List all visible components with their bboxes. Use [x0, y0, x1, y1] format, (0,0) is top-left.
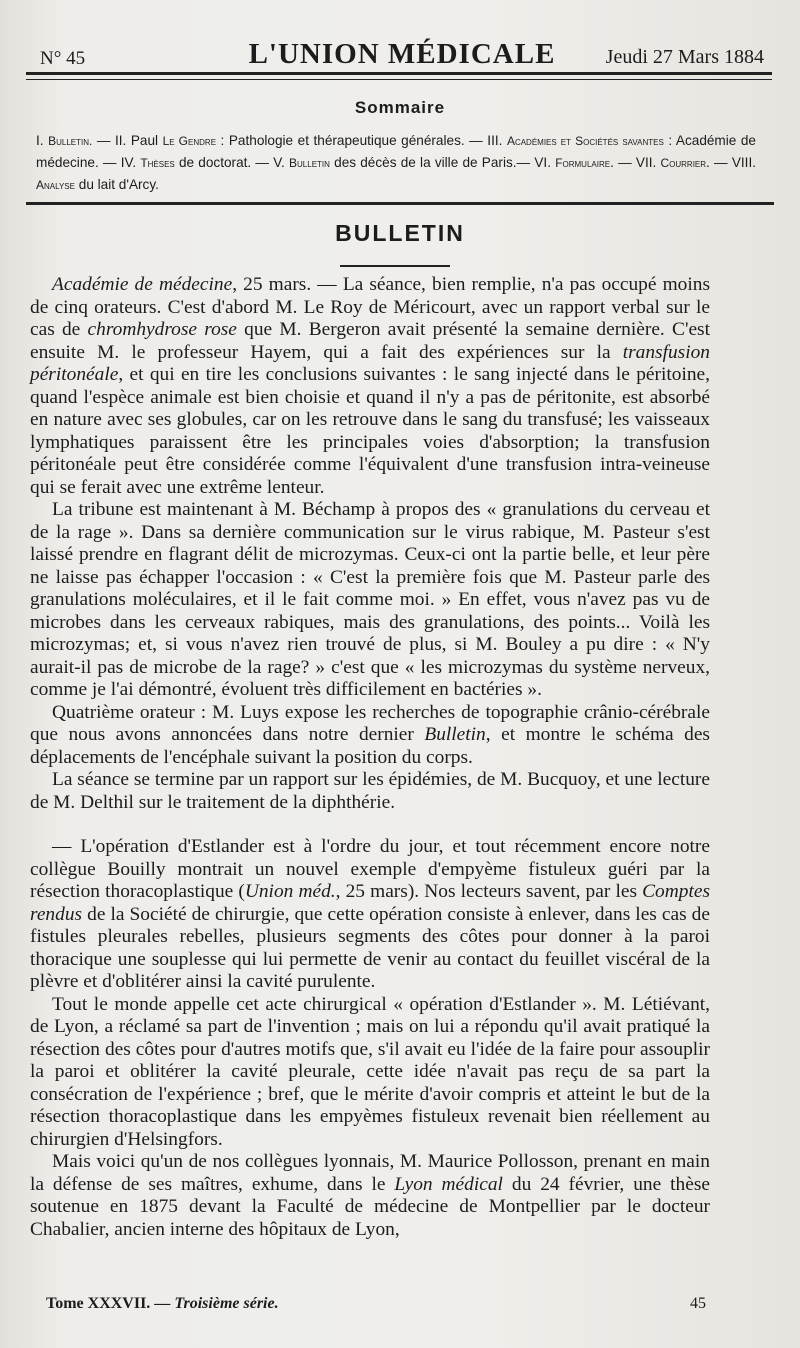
journal-title: L'UNION MÉDICALE: [248, 38, 556, 70]
bulletin-body: [30, 274, 710, 1241]
page-footer: [46, 1295, 706, 1321]
paragraph: Académie de médecine, 25 mars. — La séance, bien remplie, n'a pas occupé moins de cinq orateurs. C'est d'abord M. Le Roy de Méricourt, avec un rapport verbal sur le cas de chromhydrose rose que M. Bergeron avait présenté la semaine dernière. C'est ensuite M. le professeur Hayem, qui a fait des expériences sur la transfusion péritonéale, et qui en tire les conclusions suivantes : le sang injecté dans le péritoine, quand l'espèce animale est bien choisie et quand il n'y a pas de péritonite, est absorbé en nature avec ses globules, car on les retrouve dans le sang du transfusé; les vaisseaux lymphatiques paraissent être les principales voies d'absorption; la transfusion péritonéale peut être considérée comme l'équivalent d'une transfusion intra-veineuse qui se ferait avec une extrême lenteur.: [30, 274, 710, 498]
summary-title: Sommaire: [354, 98, 446, 117]
paragraph: Tout le monde appelle cet acte chirurgical « opération d'Estlander ». M. Létiévant, de Lyon, a réclamé sa part de l'invention ; mais on lui a répondu qu'il avait pratiqué la résection des côtes pour d'autres motifs que, s'il avait eu l'idée de la faire pour assouplir la paroi et oblitérer la cavité pleurale, cette idée n'avait pas reçu de sa part la consécration de l'expérience ; bref, que le mérite d'avoir compris et atteint le but de la résection thoracoplastique dans les empyèmes fistuleux revenait bien réellement au chirurgien d'Helsingfors.: [30, 993, 710, 1150]
issue-date: Jeudi 27 Mars 1884: [605, 46, 764, 68]
header-rule: [26, 72, 772, 80]
paragraph: Mais voici qu'un de nos collègues lyonnais, M. Maurice Pollosson, prenant en main la défense de ses maîtres, exhume, dans le Lyon médical du 24 février, une thèse soutenue en 1875 devant la Faculté de médecine de Montpellier par le docteur Chabalier, ancien interne des hôpitaux de Lyon,: [30, 1151, 710, 1240]
masthead: [40, 38, 764, 72]
bulletin-heading: BULLETIN: [335, 220, 465, 246]
paragraph: Quatrième orateur : M. Luys expose les recherches de topographie crânio-cérébrale que nous avons annoncées dans notre dernier Bulletin, et montre le schéma des déplacements de l'encéphale suivant la position du corps.: [30, 701, 710, 768]
issue-number: N° 45: [40, 48, 86, 69]
paragraph: — L'opération d'Estlander est à l'ordre du jour, et tout récemment encore notre collègue Bouilly montrait un nouvel exemple d'empyème fistuleux guéri par la résection thoracoplastique (Union méd., 25 mars). Nos lecteurs savent, par les Comptes rendus de la Société de chirurgie, que cette opération consiste à enlever, dans les cas de fistules pleurales rebelles, plusieurs segments des côtes pour donner à la paroi thoracique une souplesse qui lui permette de venir au contact du feuillet viscéral de la plèvre et d'oblitérer ainsi la cavité purulente.: [30, 836, 710, 992]
page-number: 45: [690, 1295, 706, 1312]
heading-rule: [340, 265, 450, 267]
volume-label: Tome XXXVII. — Troisième série.: [46, 1295, 279, 1312]
summary-contents: I. Bulletin. — II. Paul Le Gendre : Pathologie et thérapeutique générales. — III. Académies et Sociétés savantes : Académie de médecine. — IV. Thèses de doctorat. — V. Bulletin des décès de la ville de Paris.— VI. Formulaire. — VII. Courrier. — VIII. Analyse du lait d'Arcy.: [36, 133, 757, 192]
paragraph: La séance se termine par un rapport sur les épidémies, de M. Bucquoy, et une lecture de M. Delthil sur le traitement de la diphthérie.: [30, 769, 710, 813]
paragraph: La tribune est maintenant à M. Béchamp à propos des « granulations du cerveau et de la rage ». Dans sa dernière communication sur le virus rabique, M. Pasteur s'est laissé prendre en flagrant délit de microzymas. Ceux-ci ont la partie belle, et leur père ne laisse pas échapper l'occasion : « C'est la première fois que M. Pasteur parle des granulations moléculaires, et il le fait comme moi. » En effet, vous n'avez pas vu de microbes dans les cerveaux rabiques, mais des granulations, des points... Voilà les microzymas; et, si vous n'avez rien trouvé de plus, si M. Bouley a pu dire : « N'y aurait-il pas de microbe de la rage? » c'est que « les microzymas du système nerveux, comme je l'ai démontré, évoluent très difficilement en bactéries ».: [30, 499, 710, 700]
section-rule: [26, 202, 774, 205]
